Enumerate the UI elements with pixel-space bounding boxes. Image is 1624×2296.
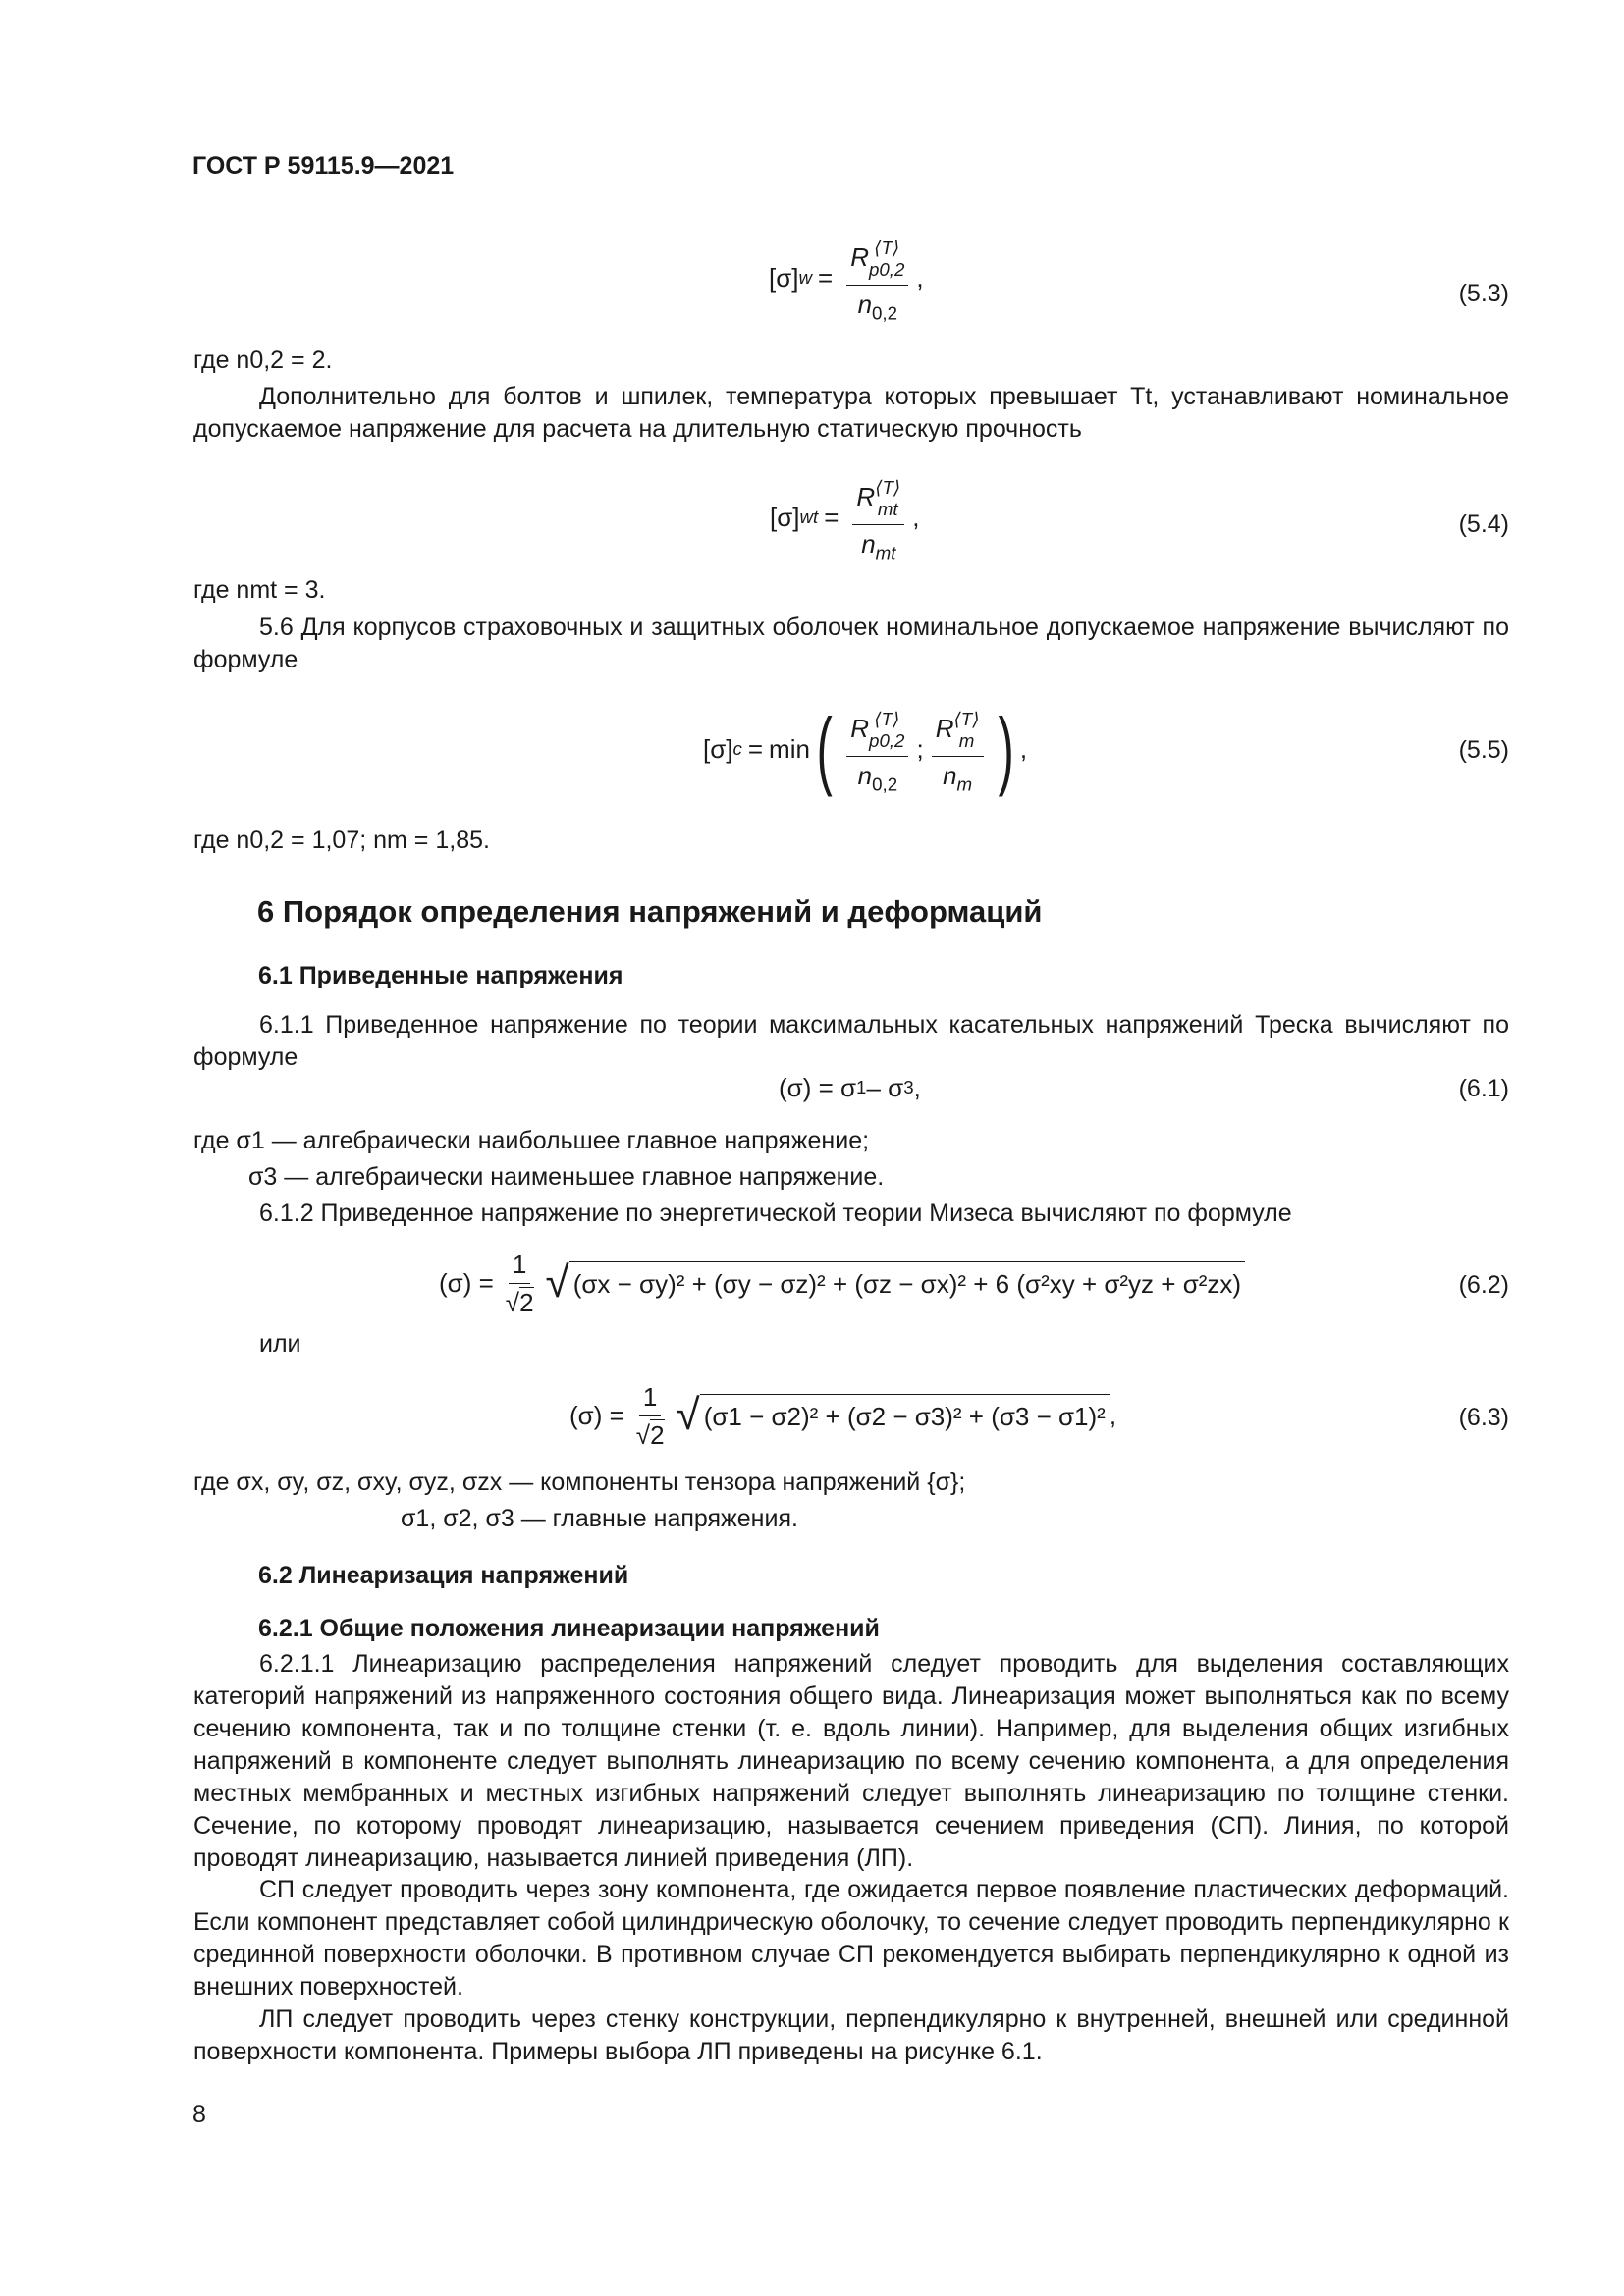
paragraph-6-2-1-1: 6.2.1.1 Линеаризацию распределения напряжений следует проводить для выделения составляющих категорий напряжений из напряженного состояния общего вида. Линеаризация может выполняться как по всему сечению компонента, так и по толщине стенки (т. е. вдоль линии). Например, для выделения общих изгибных напряжений в компоненте следует выполнять линеаризацию по всему сечению компонента, а для определения местных мембранных и местных изгибных напряжений следует выполнять линеаризацию по толщине стенки. Сечение, по которому проводят линеаризацию, называется сечением приведения (СП). Линия, по которой проводят линеаризацию, называется линией приведения (ЛП). <box>193 1650 1509 1872</box>
formula-number-6-3: (6.3) <box>1458 1404 1509 1431</box>
formula-number-5-5: (5.5) <box>1458 736 1509 764</box>
where-5-5: где n0,2 = 1,07; nm = 1,85. <box>193 827 490 854</box>
paragraph-lp: ЛП следует проводить через стенку конструкции, перпендикулярно к внутренней, внешней или срединной поверхности компонента. Примеры выбора ЛП приведены на рисунке 6.1. <box>193 2005 1509 2065</box>
formula-number-5-3: (5.3) <box>1458 280 1509 307</box>
section-6-1-heading: 6.1 Приведенные напряжения <box>258 962 623 989</box>
section-6-heading: 6 Порядок определения напряжений и деформаций <box>257 894 1043 929</box>
standard-header: ГОСТ Р 59115.9—2021 <box>192 152 455 180</box>
where-n02: где n0,2 = 2. <box>193 347 333 374</box>
paragraph-6-1-1: 6.1.1 Приведенное напряжение по теории максимальных касательных напряжений Треска вычисляют по формуле <box>193 1011 1509 1071</box>
square-root: √ (σ1 − σ2)² + (σ2 − σ3)² + (σ3 − σ1)² <box>677 1394 1110 1437</box>
formula-6-1: (σ) = σ 1 – σ 3 , <box>779 1072 921 1102</box>
page-number: 8 <box>192 2101 206 2128</box>
formula-5-4: [σ] wt = R ⟨T⟩ mt $n_{mt}$ , <box>770 476 920 563</box>
formula-6-2: (σ) = $\frac{1}{√2}$ √ (σx − σy)² + (σy − σz)² + (σz − σx)² + 6 (σ²xy + σ²yz + σ²zx) <box>439 1229 1245 1337</box>
section-6-2-1-heading: 6.2.1 Общие положения линеаризации напряжений <box>258 1615 880 1642</box>
paragraph-5-6: 5.6 Для корпусов страховочных и защитных оболочек номинальное допускаемое напряжение вычисляют по формуле <box>193 614 1509 673</box>
fraction: R ⟨T⟩ p0,2 $n_{0,2}$ <box>846 238 908 319</box>
formula-number-5-4: (5.4) <box>1458 510 1509 538</box>
fraction: $\frac{1}{√2}$ <box>505 1249 534 1317</box>
where-main-stresses: σ1, σ2, σ3 — главные напряжения. <box>401 1505 798 1532</box>
section-6-2-heading: 6.2 Линеаризация напряжений <box>258 1562 629 1589</box>
where-tensor: где σx, σy, σz, σxy, σyz, σzx — компоненты тензора напряжений {σ}; <box>193 1468 966 1496</box>
where-sigma3: σ3 — алгебраически наименьшее главное напряжение. <box>248 1163 885 1191</box>
or-text: или <box>259 1330 301 1358</box>
square-root: √ (σx − σy)² + (σy − σz)² + (σz − σx)² + 6 (σ²xy + σ²yz + σ²zx) <box>546 1261 1246 1305</box>
fraction: R ⟨T⟩ m $n_m$ <box>932 709 984 790</box>
formula-6-3: (σ) = $\frac{1}{√2}$ √ (σ1 − σ2)² + (σ2 − σ3)² + (σ3 − σ1)² , <box>569 1381 1117 1450</box>
fraction: $\frac{1}{√2}$ <box>635 1381 665 1450</box>
formula-5-3: [σ] w = R ⟨T⟩ p0,2 $n_{0,2}$ , <box>769 237 924 324</box>
paragraph-sp: СП следует проводить через зону компонента, где ожидается первое появление пластических деформаций. Если компонент представляет собой цилиндрическую оболочку, то сечение следует проводить перпендикулярно к срединной поверхности оболочки. В противном случае СП рекомендуется выбирать перпендикулярно к одной из внешних поверхностей. <box>193 1876 1509 2001</box>
where-nmt: где nmt = 3. <box>193 576 326 604</box>
fraction: R ⟨T⟩ mt $n_{mt}$ <box>852 477 904 559</box>
where-sigma1: где σ1 — алгебраически наибольшее главное напряжение; <box>193 1127 870 1154</box>
formula-number-6-2: (6.2) <box>1458 1271 1509 1299</box>
formula-number-6-1: (6.1) <box>1458 1075 1509 1102</box>
paragraph-6-1-2: 6.1.2 Приведенное напряжение по энергетической теории Мизеса вычисляют по формуле <box>259 1200 1292 1227</box>
fraction: R ⟨T⟩ p0,2 $n_{0,2}$ <box>846 709 908 790</box>
formula-5-5: [σ] c = min ( R ⟨T⟩ p0,2 $n_{0,2}$ ; R ⟨T⟩ m $n_m$ ) , <box>703 700 1028 797</box>
paragraph-bolts: Дополнительно для болтов и шпилек, температура которых превышает Tt, устанавливают номинальное допускаемое напряжение для расчета на длительную статическую прочность <box>193 383 1509 443</box>
